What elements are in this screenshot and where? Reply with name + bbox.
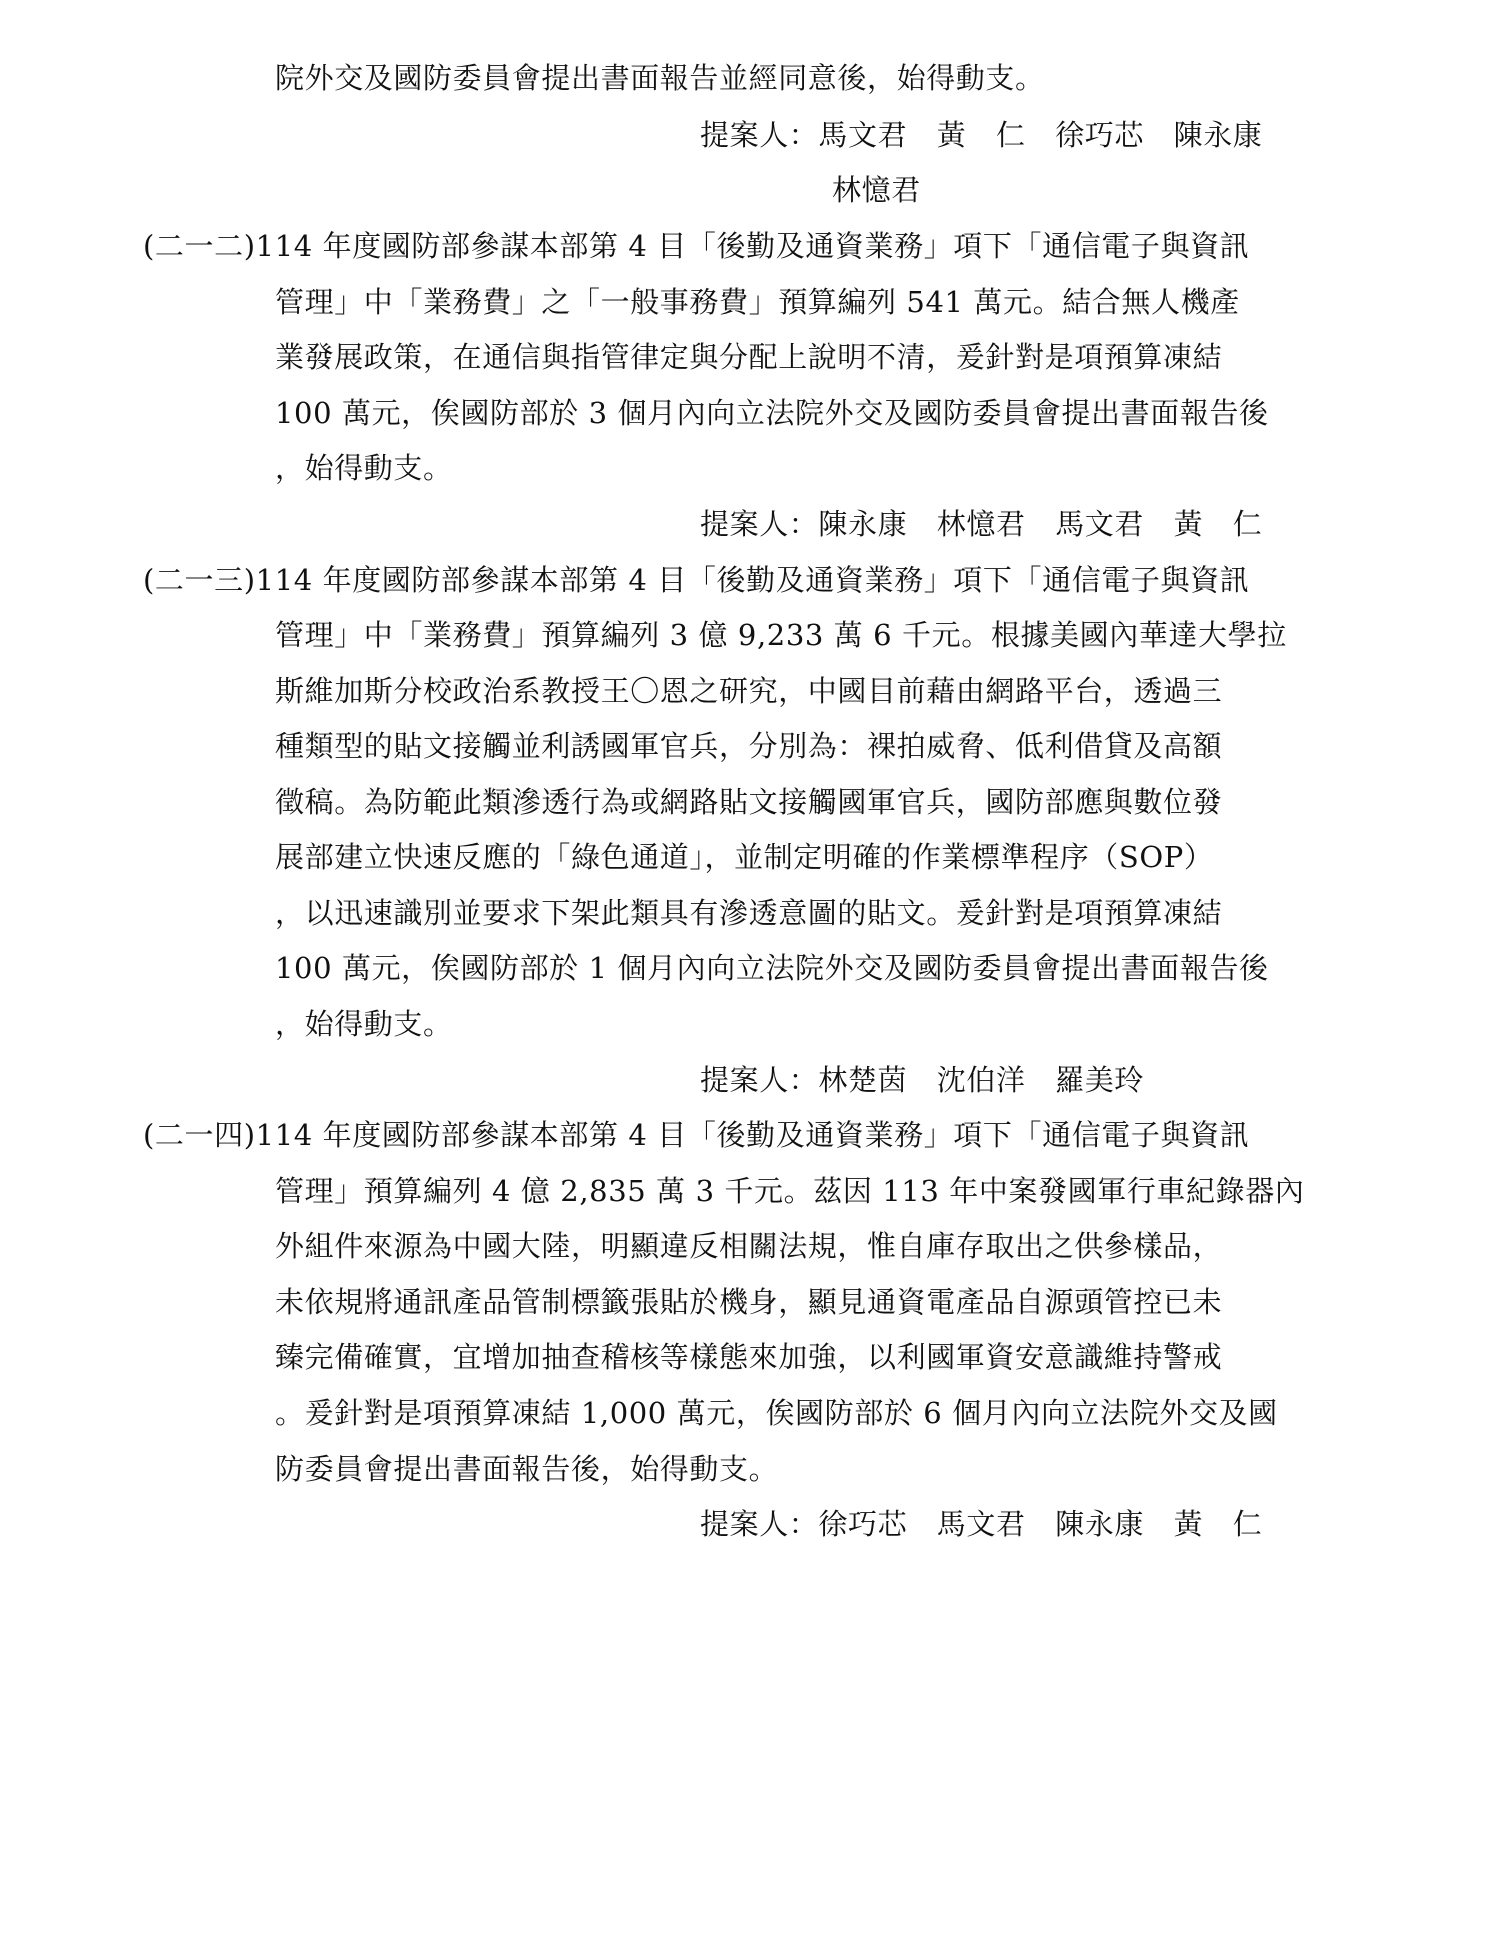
text-line: 斯維加斯分校政治系教授王〇恩之研究，中國目前藉由網路平台，透過三 [275, 674, 1223, 708]
text-line: 臻完備確實，宜增加抽查稽核等樣態來加強，以利國軍資安意識維持警戒 [275, 1340, 1223, 1374]
text-line: 100 萬元，俟國防部於 3 個月內向立法院外交及國防委員會提出書面報告後 [275, 396, 1269, 430]
text-line: ，始得動支。 [275, 451, 453, 485]
text-line: 100 萬元，俟國防部於 1 個月內向立法院外交及國防委員會提出書面報告後 [275, 951, 1269, 985]
text-line: ，以迅速識別並要求下架此類具有滲透意圖的貼文。爰針對是項預算凍結 [275, 896, 1223, 930]
text-line: 114 年度國防部參謀本部第 4 目「後勤及通資業務」項下「通信電子與資訊 [255, 1118, 1250, 1152]
item-214-first-line [143, 1115, 1249, 1155]
text-line: 業發展政策，在通信與指管律定與分配上說明不清，爰針對是項預算凍結 [275, 340, 1223, 374]
text-line: 徵稿。為防範此類滲透行為或網路貼文接觸國軍官兵，國防部應與數位發 [275, 785, 1223, 819]
item-212-first-line [143, 226, 1249, 266]
proposer-line: 提案人：馬文君 黃 仁 徐巧芯 陳永康 [700, 118, 1263, 152]
item-number: (二一三) [143, 563, 256, 597]
text-line: 114 年度國防部參謀本部第 4 目「後勤及通資業務」項下「通信電子與資訊 [255, 229, 1250, 263]
text-line: 管理」預算編列 4 億 2,835 萬 3 千元。茲因 113 年中案發國軍行車紀錄器內 [275, 1174, 1305, 1208]
proposer-line: 林憶君 [832, 173, 921, 207]
item-number: (二一二) [143, 229, 256, 263]
text-line: 防委員會提出書面報告後，始得動支。 [275, 1452, 779, 1486]
text-line: 管理」中「業務費」之「一般事務費」預算編列 541 萬元。結合無人機產 [275, 285, 1240, 319]
proposer-line: 提案人：林楚茵 沈伯洋 羅美玲 [700, 1063, 1145, 1097]
proposer-line: 提案人：徐巧芯 馬文君 陳永康 黃 仁 [700, 1507, 1263, 1541]
text-line: 管理」中「業務費」預算編列 3 億 9,233 萬 6 千元。根據美國內華達大學拉 [275, 618, 1287, 652]
text-line: 外組件來源為中國大陸，明顯違反相關法規，惟自庫存取出之供參樣品， [275, 1229, 1223, 1263]
item-213-first-line [143, 560, 1249, 600]
text-line: 展部建立快速反應的「綠色通道」，並制定明確的作業標準程序（SOP） [275, 840, 1214, 874]
text-line: 114 年度國防部參謀本部第 4 目「後勤及通資業務」項下「通信電子與資訊 [255, 563, 1250, 597]
text-line: 種類型的貼文接觸並利誘國軍官兵，分別為：裸拍威脅、低利借貸及高額 [275, 729, 1223, 763]
text-line: 。爰針對是項預算凍結 1,000 萬元，俟國防部於 6 個月內向立法院外交及國 [275, 1396, 1278, 1430]
text-line: 未依規將通訊產品管制標籤張貼於機身，顯見通資電產品自源頭管控已未 [275, 1285, 1223, 1319]
item-number: (二一四) [143, 1118, 256, 1152]
text-line: ，始得動支。 [275, 1007, 453, 1041]
proposer-line: 提案人：陳永康 林憶君 馬文君 黃 仁 [700, 507, 1263, 541]
text-line: 院外交及國防委員會提出書面報告並經同意後，始得動支。 [275, 61, 1045, 95]
